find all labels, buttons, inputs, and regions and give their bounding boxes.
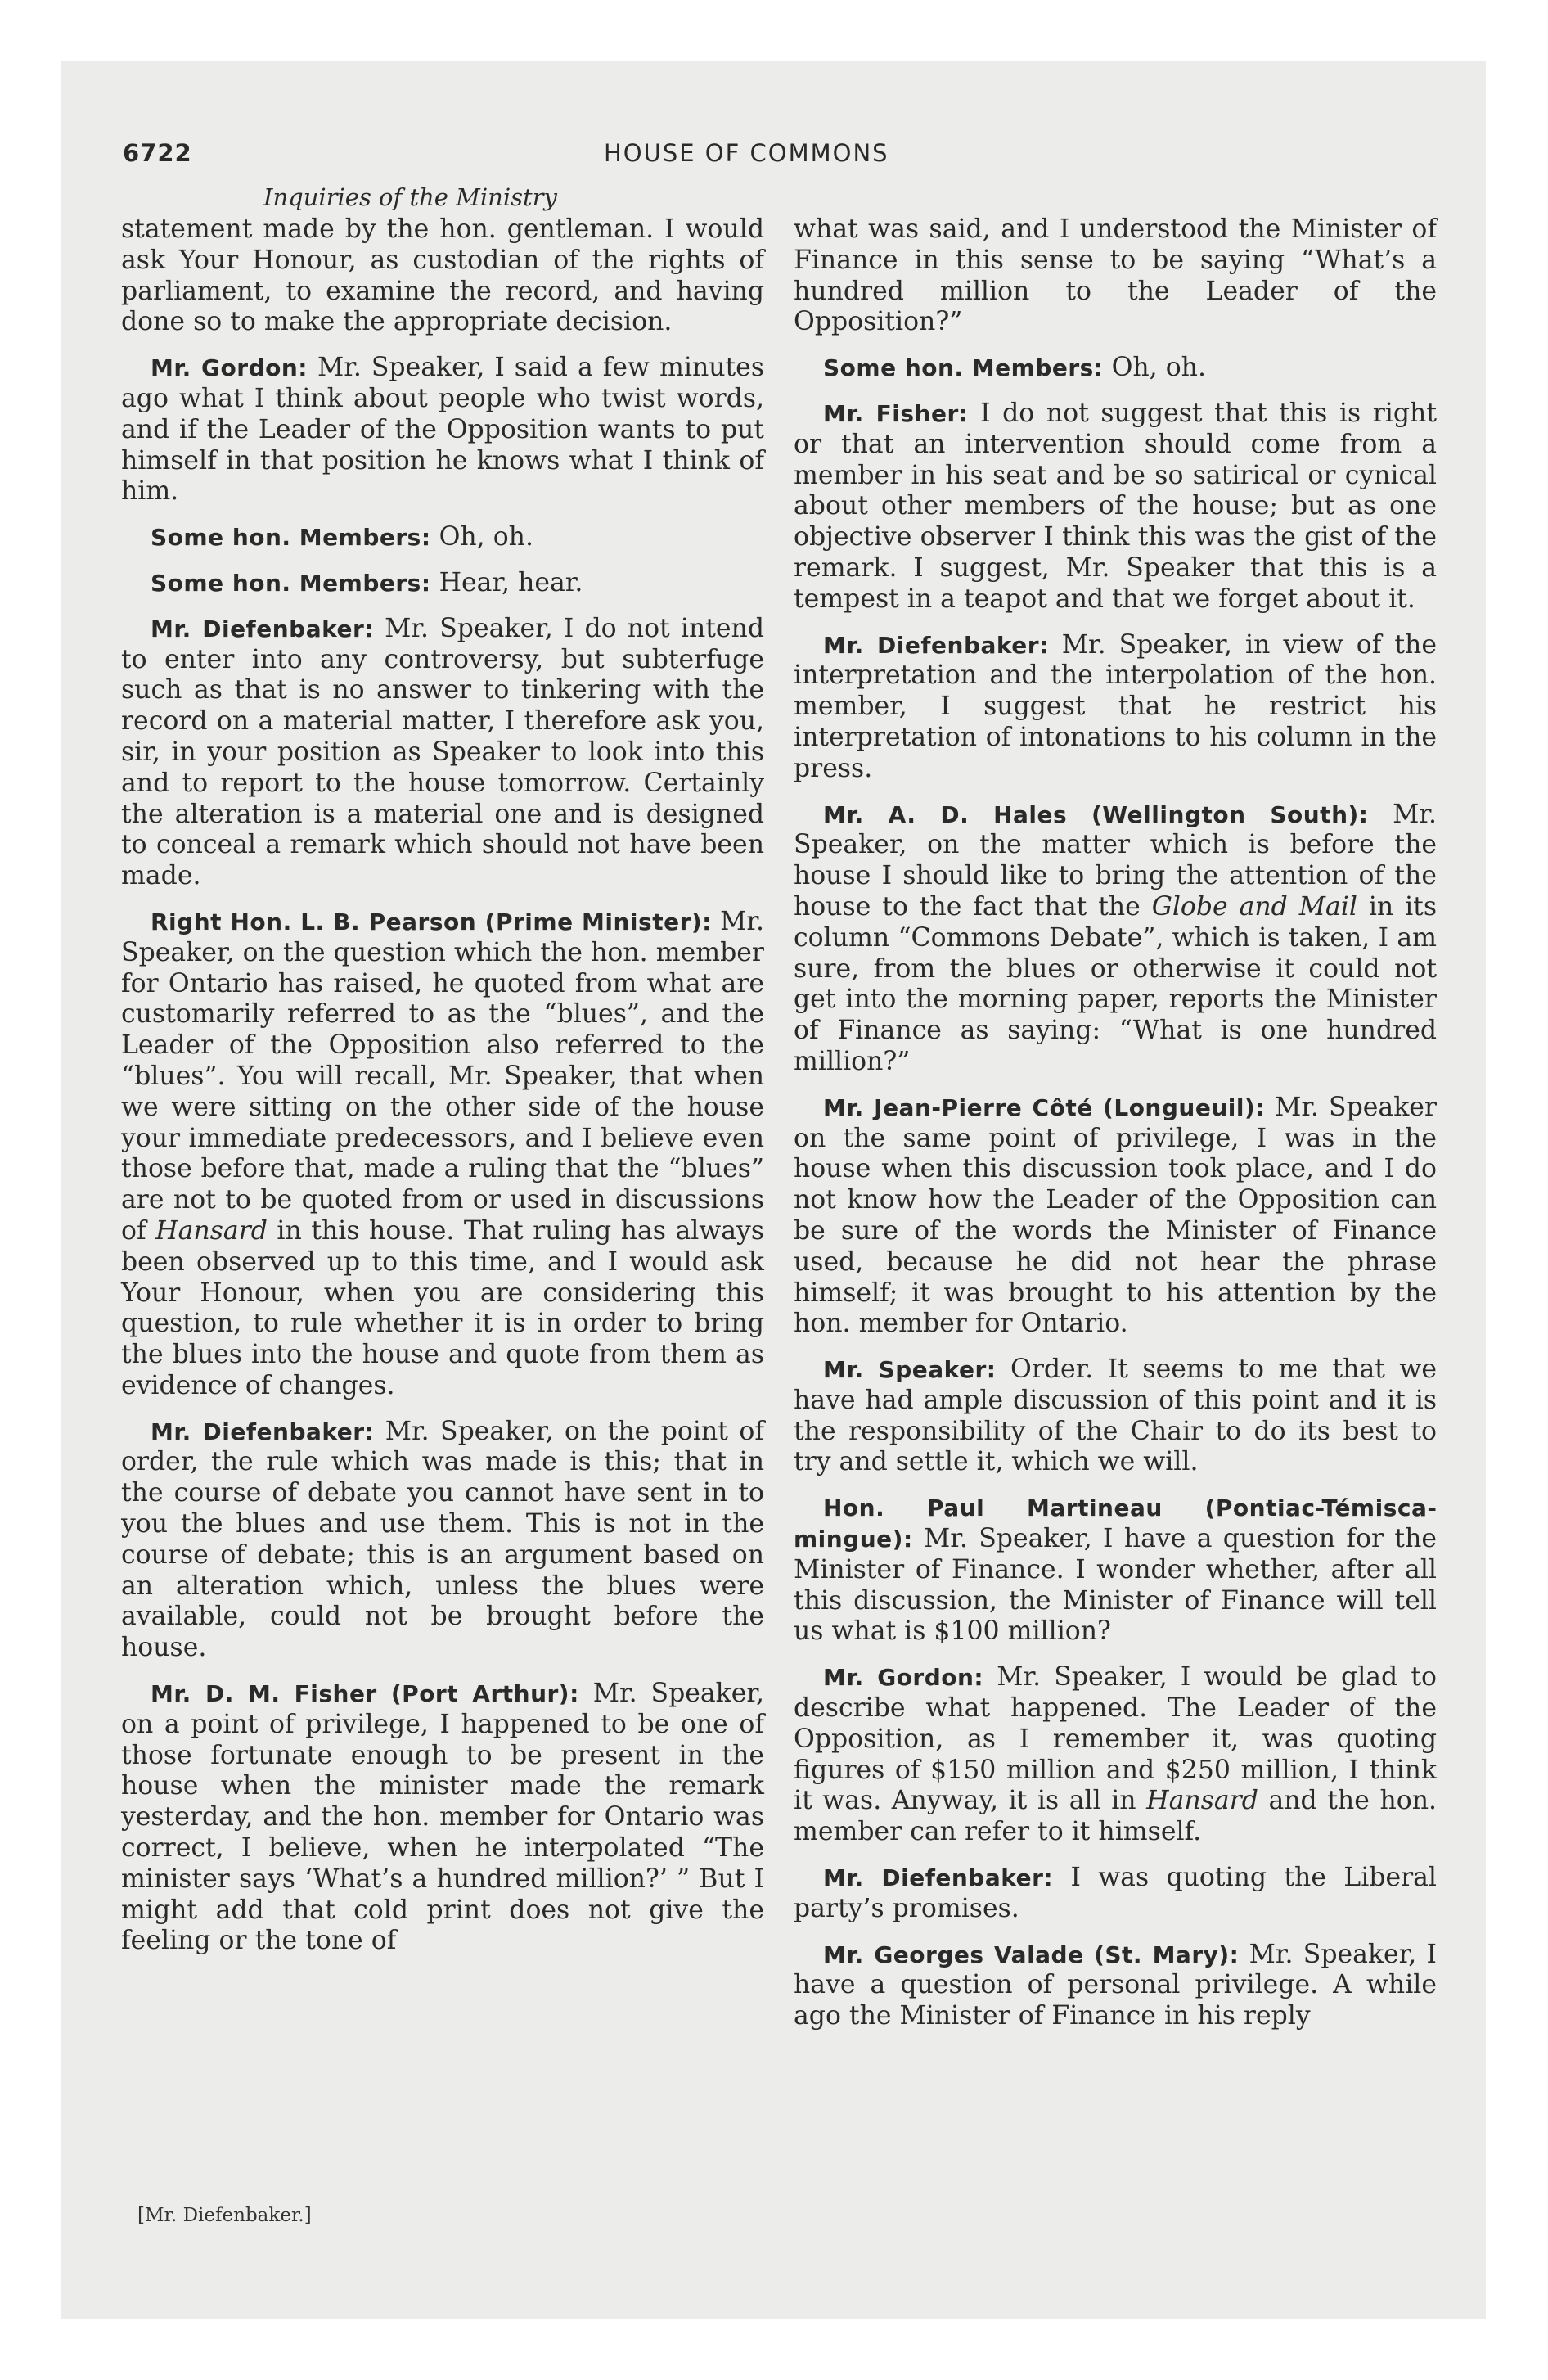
- paragraph: [121, 522, 764, 553]
- paragraph: [794, 1940, 1437, 2032]
- paragraph: [121, 568, 764, 599]
- paragraph: [121, 353, 764, 507]
- speaker-name: Mr. Diefenbaker:: [823, 1864, 1054, 1892]
- paragraph-text-continued: in this house. That ruling has always been observed up to this time, and I would ask Your Honour, when you are considering this question, to rule whether it is in order to bring the blues into the house and quote from them as evidence of changes.: [121, 1215, 764, 1400]
- speaker-name: Mr. Gordon:: [151, 354, 308, 382]
- speaker-name: Some hon. Members:: [823, 354, 1104, 382]
- paragraph-text: Mr. Speaker, on the matter which is before the house I should like to bring the attention of the house to the fact that the: [794, 799, 1437, 922]
- speaker-name: Mr. Diefenbaker:: [151, 1418, 375, 1445]
- speaker-name: Mr. Diefenbaker:: [823, 631, 1049, 659]
- page-header: [123, 139, 1461, 172]
- paragraph-text: Mr. Speaker, I would be glad to describe what happened. The Leader of the Opposition, as I remember it, was quoting figures of $150 million and $250 million, I think it was. Anyway, it is all in: [794, 1662, 1437, 1816]
- speaker-name: Some hon. Members:: [151, 524, 431, 552]
- paragraph: [121, 907, 764, 1402]
- paragraph-text: I do not suggest that this is right or that an intervention should come from a member in his seat and be so satirical or cynical about other members of the house; but as one objective observer I think this was the gist of the remark. I suggest, Mr. Speaker that this is a tempest in a teapot and that we forget about it.: [794, 398, 1437, 614]
- paragraph-text: Order. It seems to me that we have had ample discussion of this point and it is the responsibility of the Chair to do its best to try and settle it, which we will.: [794, 1355, 1437, 1477]
- paragraph-text-continued: in its column “Commons Debate”, which is taken, I am sure, from the blues or otherwise it could not get into the morning paper, reports the Minister of Finance as saying: “What is one hundred million?”: [794, 891, 1437, 1076]
- paragraph: [794, 399, 1437, 615]
- speaker-name: Some hon. Members:: [151, 569, 431, 597]
- speaker-name: Mr. Georges Valade (St. Mary):: [823, 1941, 1240, 1968]
- paragraph: [794, 1093, 1437, 1340]
- speaker-name: Hon. Paul Martineau (Pontiac-Témiscamingue):: [794, 1494, 1437, 1553]
- paragraph-text: Mr. Speaker, I said a few minutes ago what I think about people who twist words, and if the Leader of the Opposition wants to put himself in that position he knows what I think of him.: [121, 353, 764, 507]
- paragraph-text: Hear, hear.: [439, 567, 583, 597]
- paragraph: [794, 1355, 1437, 1478]
- paragraph-text: Mr. Speaker, I have a question for the Minister of Finance. I wonder whether, after all this discussion, the Minister of Finance will tell us what is $100 million?: [794, 1524, 1437, 1647]
- paragraph-text: Mr. Speaker, on the question which the hon. member for Ontario has raised, he quoted from what are customarily referred to as the “blues”, and the Leader of the Opposition also referred to the “blues”. You will recall, Mr. Speaker, that when we were sitting on the other side of the house your immediate predecessors, and I believe even those before that, made a ruling that the “blues” are not to be quoted from or used in discussions of: [121, 906, 765, 1246]
- paragraph-text: Mr. Speaker on the same point of privilege, I was in the house when this discussion took place, and I do not know how the Leader of the Opposition can be sure of the words the Minister of Finance used, because he did not hear the phrase himself; it was brought to his attention by the hon. member for Ontario.: [794, 1092, 1437, 1339]
- speaker-name: Mr. Jean-Pierre Côté (Longueuil):: [823, 1093, 1265, 1121]
- page-subtitle: Inquiries of the Ministry: [263, 183, 557, 211]
- paragraph-text: Mr. Speaker, I have a question of personal privilege. A while ago the Minister of Finance in his reply: [794, 1939, 1437, 2031]
- paragraph-text: I was quoting the Liberal party’s promises.: [794, 1863, 1437, 1923]
- speaker-name: Right Hon. L. B. Pearson (Prime Minister):: [151, 908, 712, 935]
- paragraph-text: Mr. Speaker, in view of the interpretation and the interpolation of the hon. member, I suggest that he restrict his interpretation of intonations to his column in the press.: [794, 629, 1437, 783]
- paragraph: [794, 1662, 1437, 1848]
- paragraph-text-continued: and the hon. member can refer to it himself.: [794, 1786, 1437, 1847]
- paragraph-text: Oh, oh.: [439, 522, 533, 552]
- paragraph-text: Oh, oh.: [1111, 353, 1206, 383]
- paragraph-text: what was said, and I understood the Minister of Finance in this sense to be saying “What’s a hundred million to the Leader of the Opposition?”: [794, 214, 1437, 337]
- speaker-name: Mr. Speaker:: [823, 1356, 997, 1384]
- footnote: [Mr. Diefenbaker.]: [137, 2205, 312, 2226]
- speaker-name: Mr. Gordon:: [823, 1664, 984, 1692]
- speaker-name: Mr. Fisher:: [823, 399, 969, 427]
- paragraph: [794, 800, 1437, 1078]
- italic-title: Hansard: [155, 1215, 268, 1246]
- speaker-name: Mr. Diefenbaker:: [151, 615, 374, 642]
- paragraph-text: Mr. Speaker, on the point of order, the rule which was made is this; that in the course of debate you cannot have sent in to you the blues and use them. This is not in the course of debate; this is an argument based on an alteration which, unless the blues were available, could not be brought before the house.: [121, 1416, 764, 1663]
- paragraph-text: Mr. Speaker, on a point of privilege, I happened to be one of those fortunate enough to be present in the house when the minister made the remark yesterday, and the hon. member for Ontario was correct, I believe, when he interpolated “The minister says ‘What’s a hundred million?’ ” But I might add that cold print does not give the feeling or the tone of: [121, 1679, 764, 1956]
- paragraph: [121, 614, 764, 892]
- paragraph-text: Mr. Speaker, I do not intend to enter into any controversy, but subterfuge such as that is no answer to tinkering with the record on a material matter, I therefore ask you, sir, in your position as Speaker to look into this and to report to the house tomorrow. Certainly the alteration is a material one and is designed to conceal a remark which should not have been made.: [121, 613, 765, 891]
- paragraph: [794, 353, 1437, 384]
- paragraph: [794, 1493, 1437, 1648]
- page-title: HOUSE OF COMMONS: [604, 139, 889, 167]
- speaker-name: Mr. A. D. Hales (Wellington South):: [823, 800, 1369, 828]
- paragraph: [121, 1417, 764, 1664]
- left-column: [121, 214, 764, 1972]
- paragraph: [794, 214, 1437, 338]
- paragraph: [121, 214, 764, 338]
- speaker-name: Mr. D. M. Fisher (Port Arthur):: [151, 1680, 579, 1708]
- page-number: 6722: [123, 139, 192, 167]
- paragraph: [121, 1679, 764, 1957]
- right-column: [794, 214, 1437, 2047]
- italic-title: Hansard: [1146, 1786, 1258, 1816]
- italic-title: Globe and Mail: [1151, 891, 1357, 922]
- paragraph: [794, 1863, 1437, 1925]
- paragraph-text: statement made by the hon. gentleman. I would ask Your Honour, as custodian of the rights of parliament, to examine the record, and having done so to make the appropriate decision.: [121, 214, 764, 337]
- paragraph: [794, 630, 1437, 785]
